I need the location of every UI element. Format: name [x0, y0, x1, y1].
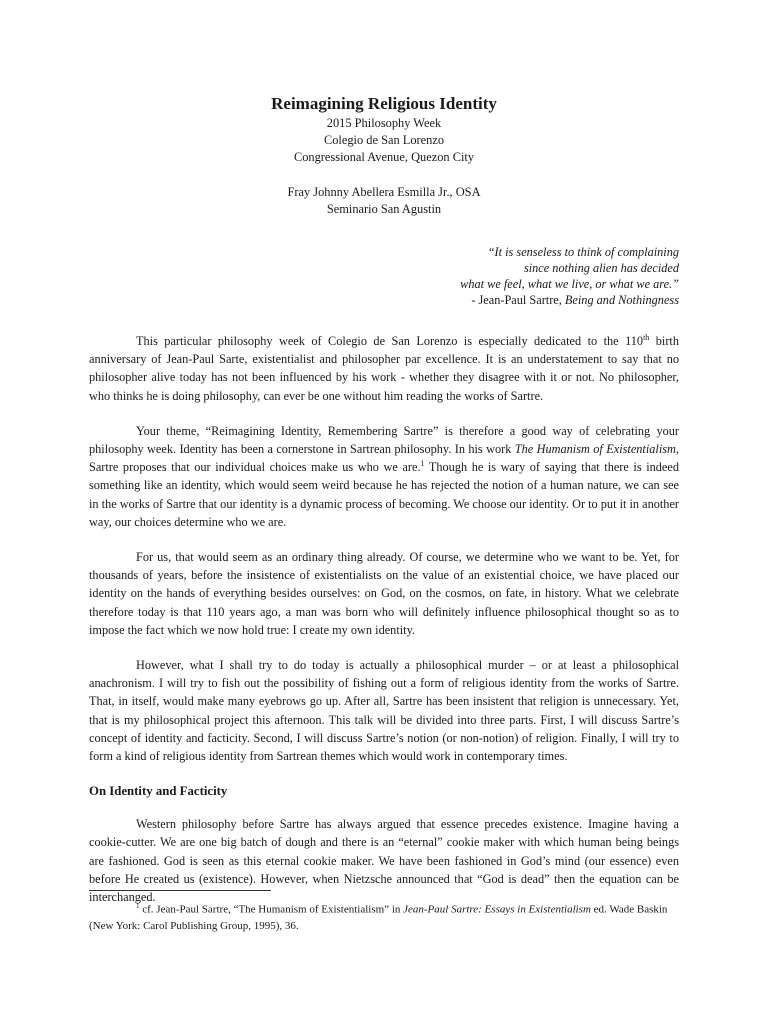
- paragraph: Your theme, “Reimagining Identity, Remembering Sartre” is therefore a good way of celebrating your philosophy week. Identity has been a cornerstone in Sartrean philosophy. In his work The Humanism of Existentialism, Sartre proposes that our individual choices make us who we are.$^1$ Though he is wary of saying that there is indeed something like an identity, which would seem weird because he has rejected the notion of a human nature, we can see in the works of Sartre that our identity is a dynamic process of becoming. We choose our identity. Or to put it in another way, our choices determine who we are.: [89, 423, 679, 529]
- section-heading: On Identity and Facticity: [89, 784, 228, 799]
- event-info: [89, 115, 679, 218]
- school-address: Congressional Avenue, Quezon City: [293, 150, 475, 164]
- document-title: Reimagining Religious Identity: [271, 94, 497, 113]
- paragraph: Western philosophy before Sartre has always argued that essence precedes existence. Imagine having a cookie-cutter. We are one big batch of dough and there is an “eternal” cookie maker with which human being beings are fashioned. God is seen as this eternal cookie maker. We have been fashioned in God’s mind (our essence) even before He created us (existence). However, when Nietzsche announced that “God is dead” then the equation can be interchanged.: [89, 817, 679, 905]
- paragraph: This particular philosophy week of Colegio de San Lorenzo is especially dedicated to the 110th birth anniversary of Jean-Paul Sarte, existentialist and philosopher par excellence. It is an understatement to say that no philosopher alive today has not been influenced by his work - whether they disagree with it or not. No philosopher, who thinks he is doing philosophy, can ever be one without him reading the works of Sartre.: [89, 332, 679, 403]
- epigraph-line: since nothing alien has decided: [523, 261, 679, 275]
- school-name: Colegio de San Lorenzo: [323, 133, 445, 147]
- paragraph: For us, that would seem as an ordinary thing already. Of course, we determine who we want to be. Yet, for thousands of years, before the insistence of existentialists on the value of an existential choice, we have placed our identity on the hands of everything besides ourselves: on God, on the cosmos, on fate, in history. What we celebrate therefore today is that 110 years ago, a man was born who will definitely influence philosophical thought so as to impose the fact which we now hold true: I create my own identity.: [89, 550, 679, 637]
- epigraph: [89, 244, 679, 308]
- paragraph: However, what I shall try to do today is actually a philosophical murder – or at least a philosophical anachronism. I will try to fish out the possibility of fishing out a form of religious identity from the works of Sartre. That, in itself, would make many eyebrows go up. After all, Sartre has been insistent that religion is unnecessary. Yet, that is my philosophical project this afternoon. This talk will be divided into three parts. First, I will discuss Sartre’s concept of identity and facticity. Second, I will discuss Sartre’s notion (or non-notion) of religion. Finally, I will try to form a kind of religious identity from Sartrean themes which would work in contemporary times.: [89, 658, 679, 764]
- footnote: $^1$ cf. Jean-Paul Sartre, “The Humanism of Existentialism” in Jean-Paul Sartre: Essays in Existentialism ed. Wade Baskin (New York: Carol Publishing Group, 1995), 36.: [89, 902, 668, 932]
- event-name: 2015 Philosophy Week: [326, 116, 442, 130]
- author-name: Fray Johnny Abellera Esmilla Jr., OSA: [287, 185, 481, 199]
- epigraph-attribution: - Jean-Paul Sartre, Being and Nothingness: [471, 293, 679, 307]
- document-page: [89, 93, 679, 923]
- document-body: [89, 332, 679, 906]
- footnote-divider: [89, 890, 271, 891]
- author-affiliation: Seminario San Agustin: [326, 202, 442, 216]
- epigraph-line: what we feel, what we live, or what we are.”: [460, 277, 679, 291]
- epigraph-line: “It is senseless to think of complaining: [487, 245, 679, 259]
- footnote-reference[interactable]: 1: [420, 459, 425, 469]
- epigraph-work-title: Being and Nothingness: [564, 293, 679, 307]
